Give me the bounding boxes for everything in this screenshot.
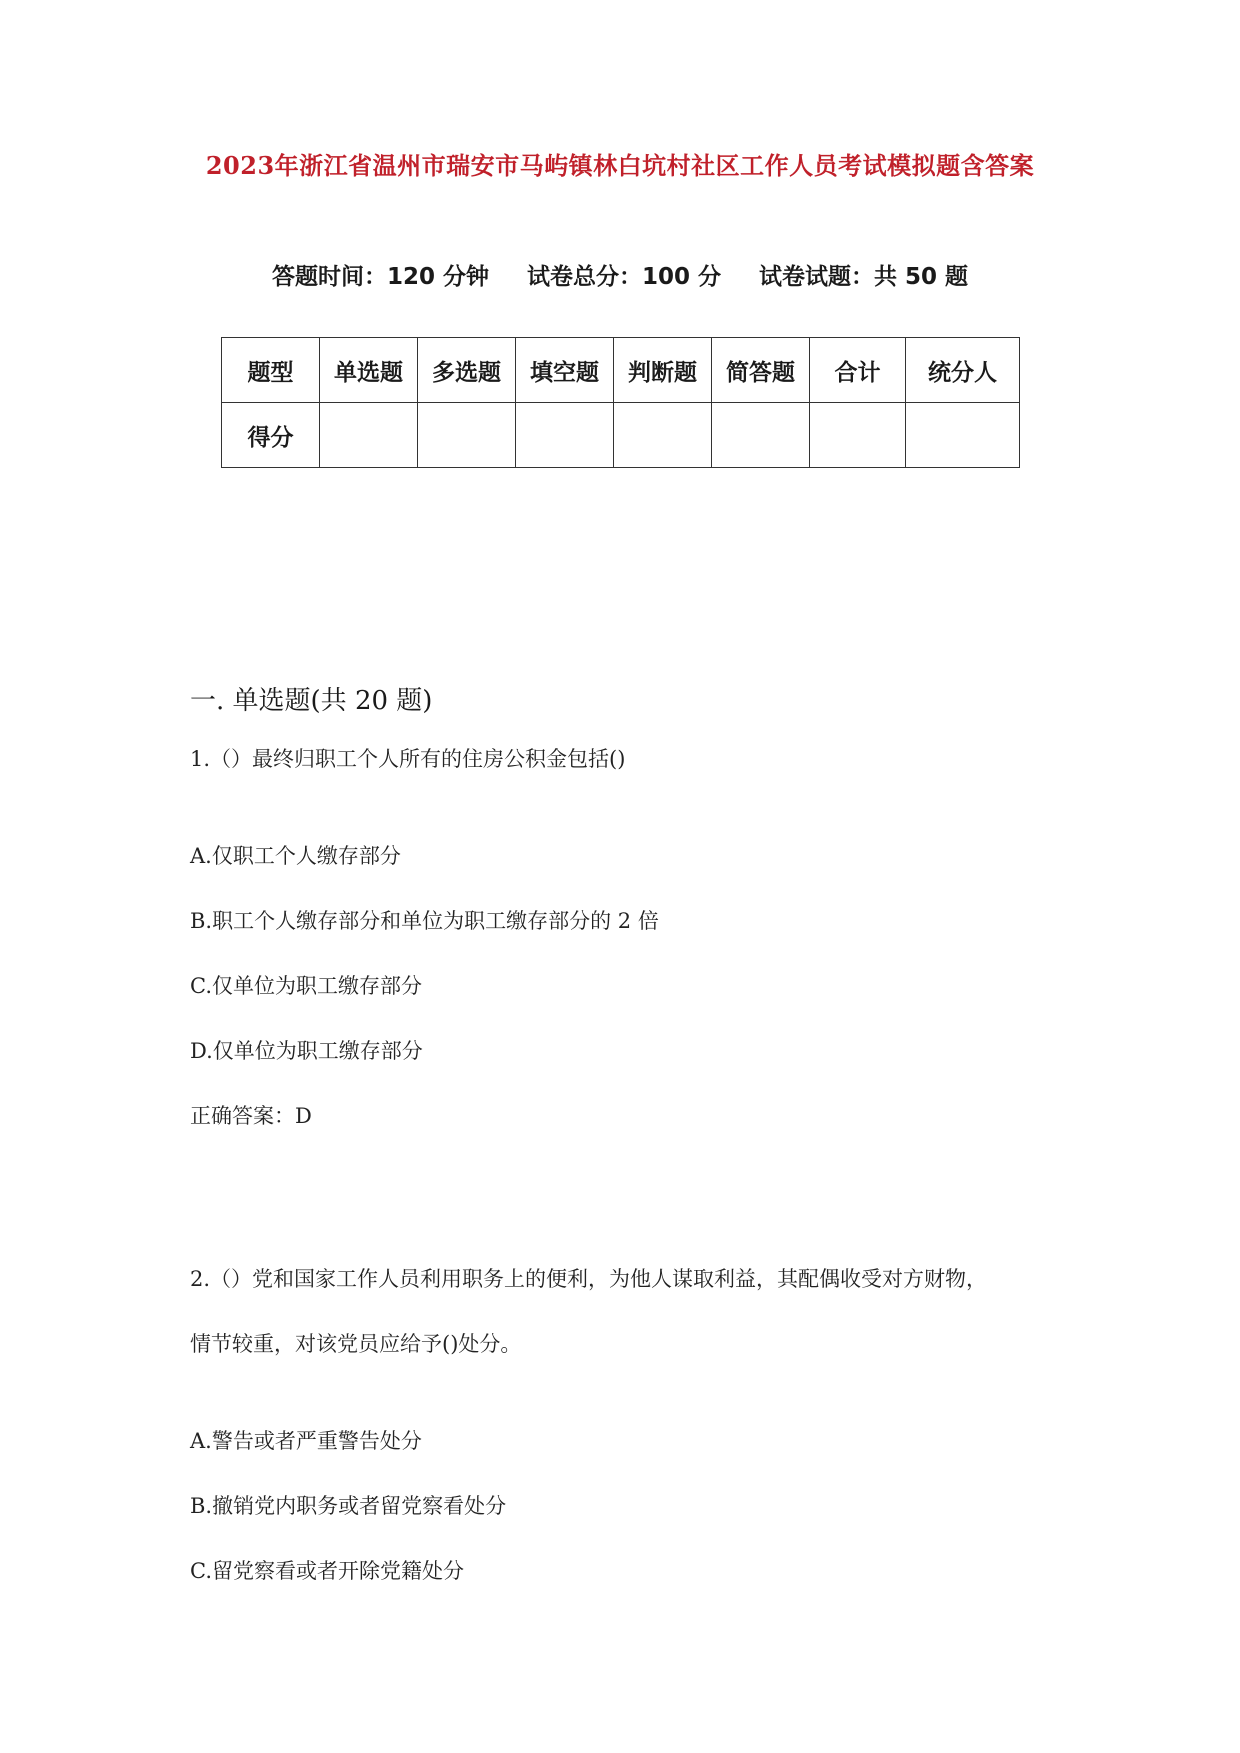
exam-time: 答题时间：120 分钟 <box>271 264 489 290</box>
score-table-header-cell: 多选题 <box>418 338 516 403</box>
score-table-header-cell: 合计 <box>810 338 906 403</box>
score-table-header-row <box>222 338 1020 403</box>
score-table-row-label: 得分 <box>222 403 320 468</box>
question-2-stem-line-2: 情节较重，对该党员应给予()处分。 <box>190 1332 522 1356</box>
exam-meta <box>0 258 1240 291</box>
score-table-header-cell: 简答题 <box>712 338 810 403</box>
question-1-option-b: B.职工个人缴存部分和单位为职工缴存部分的 2 倍 <box>190 909 659 933</box>
score-table-score-row <box>222 403 1020 468</box>
score-cell-multiple <box>418 403 516 468</box>
question-1-answer: 正确答案：D <box>190 1104 312 1128</box>
question-1-option-a: A.仅职工个人缴存部分 <box>190 844 401 868</box>
score-table-header-cell: 填空题 <box>516 338 614 403</box>
section-title: 一. 单选题(共 20 题) <box>190 686 433 716</box>
question-1-option-c: C.仅单位为职工缴存部分 <box>190 974 422 998</box>
document-title: 2023年浙江省温州市瑞安市马屿镇林白坑村社区工作人员考试模拟题含答案 <box>205 151 1035 180</box>
score-cell-fill <box>516 403 614 468</box>
score-table-header-cell: 题型 <box>222 338 320 403</box>
question-1-option-d: D.仅单位为职工缴存部分 <box>190 1039 423 1063</box>
score-table-header-cell: 判断题 <box>614 338 712 403</box>
score-table-header-cell: 统分人 <box>906 338 1020 403</box>
question-2-option-a: A.警告或者严重警告处分 <box>190 1429 422 1453</box>
score-cell-grader <box>906 403 1020 468</box>
question-2-option-b: B.撤销党内职务或者留党察看处分 <box>190 1494 507 1518</box>
question-1-stem: 1.（）最终归职工个人所有的住房公积金包括() <box>190 747 626 771</box>
score-cell-judge <box>614 403 712 468</box>
exam-question-count: 试卷试题：共 50 题 <box>759 264 969 290</box>
score-cell-short <box>712 403 810 468</box>
score-cell-single <box>320 403 418 468</box>
score-table <box>221 337 1020 468</box>
question-2-stem-line-1: 2.（）党和国家工作人员利用职务上的便利，为他人谋取利益，其配偶收受对方财物， <box>190 1267 988 1291</box>
exam-total-score: 试卷总分：100 分 <box>526 264 722 290</box>
score-table-header-cell: 单选题 <box>320 338 418 403</box>
score-cell-total <box>810 403 906 468</box>
question-2-option-c: C.留党察看或者开除党籍处分 <box>190 1559 464 1583</box>
